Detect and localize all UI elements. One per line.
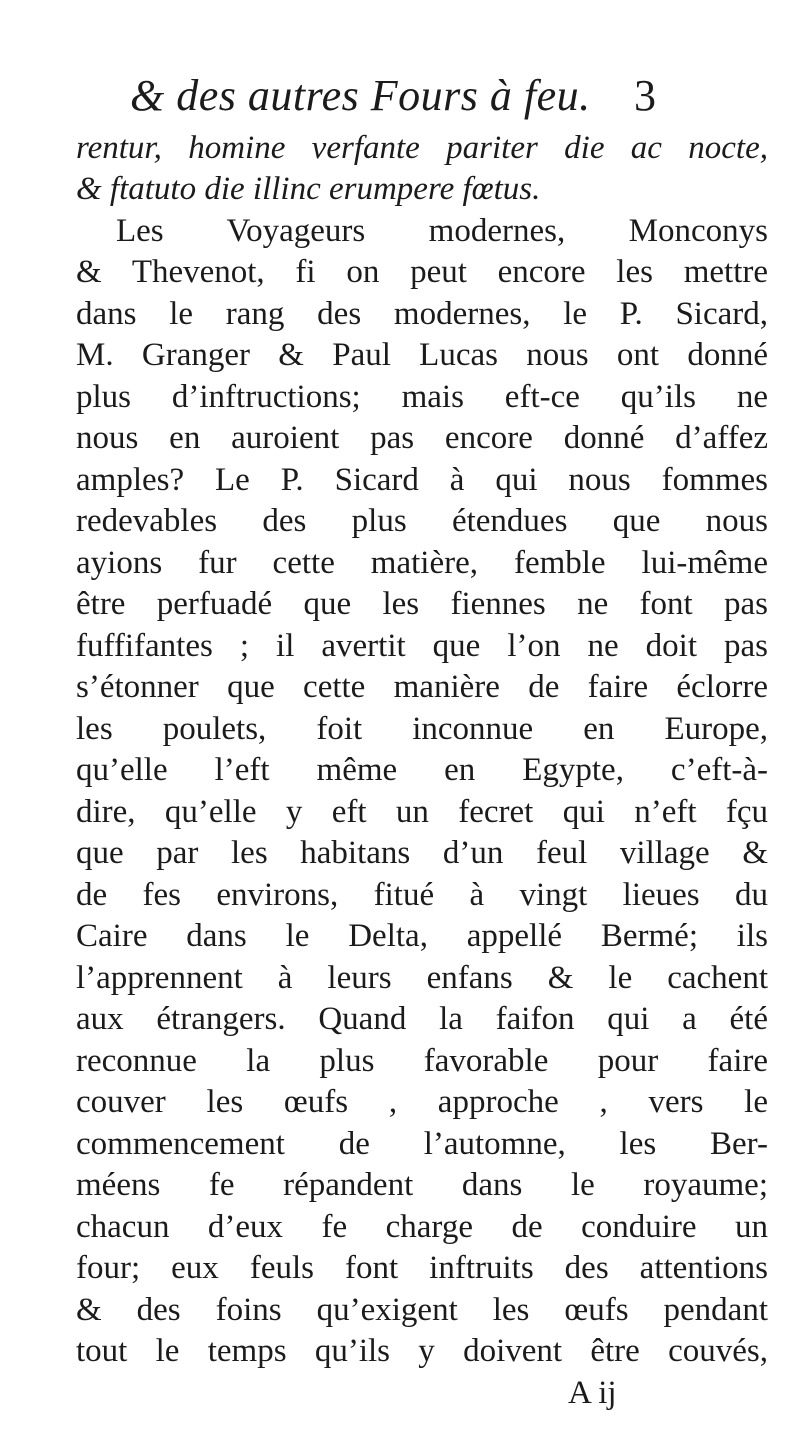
text-line: plus d’inftructions; mais eft-ce qu’ils ne — [76, 379, 768, 415]
text-line: être perfuadé que les fiennes ne font pas — [76, 586, 768, 622]
text-line: dans le rang des modernes, le P. Sicard, — [76, 296, 768, 332]
text-line: amples? Le P. Sicard à qui nous fommes — [76, 462, 768, 498]
signature-mark: A ij — [568, 1375, 617, 1411]
text-line: Caire dans le Delta, appellé Bermé; ils — [76, 918, 768, 954]
text-line: que par les habitans d’un feul village & — [76, 835, 768, 871]
text-line: couver les œufs , approche , vers le — [76, 1084, 768, 1120]
text-line: & des foins qu’exigent les œufs pendant — [76, 1292, 768, 1328]
text-line: redevables des plus étendues que nous — [76, 503, 768, 539]
text-line: aux étrangers. Quand la faifon qui a été — [76, 1001, 768, 1037]
text-line: dire, qu’elle y eft un fecret qui n’eft fçu — [76, 794, 768, 830]
text-line: & ftatuto die illinc erumpere fœtus. — [76, 171, 541, 207]
text-line: Les Voyageurs modernes, Monconys — [116, 213, 768, 249]
text-line: M. Granger & Paul Lucas nous ont donné — [76, 337, 768, 373]
text-line: qu’elle l’eft même en Egypte, c’eft-à- — [76, 752, 768, 788]
text-line: de fes environs, fitué à vingt lieues du — [76, 877, 768, 913]
text-line: méens fe répandent dans le royaume; — [76, 1167, 768, 1203]
text-line: tout le temps qu’ils y doivent être couvés, — [76, 1333, 768, 1369]
text-line: les poulets, foit inconnue en Europe, — [76, 711, 768, 747]
text-line: nous en auroient pas encore donné d’affez — [76, 420, 768, 456]
text-line: four; eux feuls font inftruits des attentions — [76, 1250, 768, 1286]
running-head-title: & des autres Fours à feu. — [130, 71, 591, 120]
text-line: ayions fur cette matière, femble lui-même — [76, 545, 768, 581]
text-line: commencement de l’automne, les Ber- — [76, 1126, 768, 1162]
text-line: rentur, homine verfante pariter die ac nocte, — [76, 130, 768, 166]
text-line: l’apprennent à leurs enfans & le cachent — [76, 960, 768, 996]
text-line: s’étonner que cette manière de faire éclorre — [76, 669, 768, 705]
text-line: fuffifantes ; il avertit que l’on ne doit pas — [76, 628, 768, 664]
text-line: chacun d’eux fe charge de conduire un — [76, 1209, 768, 1245]
text-line: & Thevenot, fi on peut encore les mettre — [76, 254, 768, 290]
text-line: reconnue la plus favorable pour faire — [76, 1043, 768, 1079]
page-number: 3 — [634, 71, 656, 120]
